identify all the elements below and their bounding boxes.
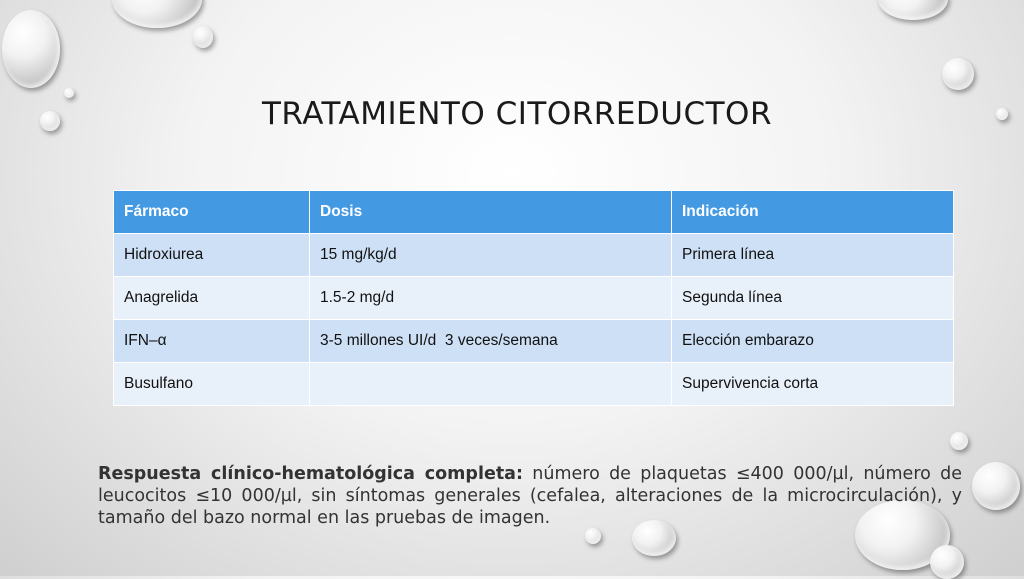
table-cell-indicacion: Supervivencia corta [672, 363, 954, 406]
water-drop-decoration [878, 0, 948, 20]
water-drop-decoration [996, 108, 1008, 120]
note-body-text: número de plaquetas ≤400 000/µl, número de leucocitos ≤10 000/µl, sin síntomas generales (cefalea, alteraciones de la microcirculación), y tamaño del bazo normal en las pruebas de imagen. [98, 464, 962, 528]
water-drop-decoration [972, 462, 1020, 510]
water-drop-decoration [2, 10, 60, 88]
table-cell-farmaco: IFN–α [114, 320, 310, 363]
water-drop-decoration [40, 111, 60, 131]
table-cell-dosis: 1.5-2 mg/d [310, 277, 672, 320]
note-bold-lead: Respuesta clínico-hematológica completa: [98, 464, 523, 484]
column-header-dosis: Dosis [310, 191, 672, 234]
table-cell-dosis: 3-5 millones UI/d 3 veces/semana [310, 320, 672, 363]
table-row [114, 320, 954, 363]
table-cell-indicacion: Primera línea [672, 234, 954, 277]
water-drop-decoration [942, 58, 974, 90]
water-drop-decoration [64, 88, 74, 98]
treatment-table [113, 190, 954, 406]
response-criteria-note [98, 463, 962, 529]
water-drop-decoration [950, 432, 968, 450]
table-cell-farmaco: Busulfano [114, 363, 310, 406]
water-drop-decoration [193, 26, 213, 48]
column-header-indicacion: Indicación [672, 191, 954, 234]
table-cell-farmaco: Hidroxiurea [114, 234, 310, 277]
water-drop-decoration [112, 0, 202, 28]
table-row [114, 363, 954, 406]
column-header-farmaco: Fármaco [114, 191, 310, 234]
table-cell-indicacion: Segunda línea [672, 277, 954, 320]
slide-title: TRATAMIENTO CITORREDUCTOR [262, 96, 772, 132]
table-cell-farmaco: Anagrelida [114, 277, 310, 320]
table-cell-dosis: 15 mg/kg/d [310, 234, 672, 277]
water-drop-decoration [930, 545, 964, 579]
table-cell-indicacion: Elección embarazo [672, 320, 954, 363]
table-row [114, 234, 954, 277]
table-cell-dosis [310, 363, 672, 406]
table-row [114, 277, 954, 320]
table-header-row [114, 191, 954, 234]
water-drop-decoration [585, 528, 601, 544]
